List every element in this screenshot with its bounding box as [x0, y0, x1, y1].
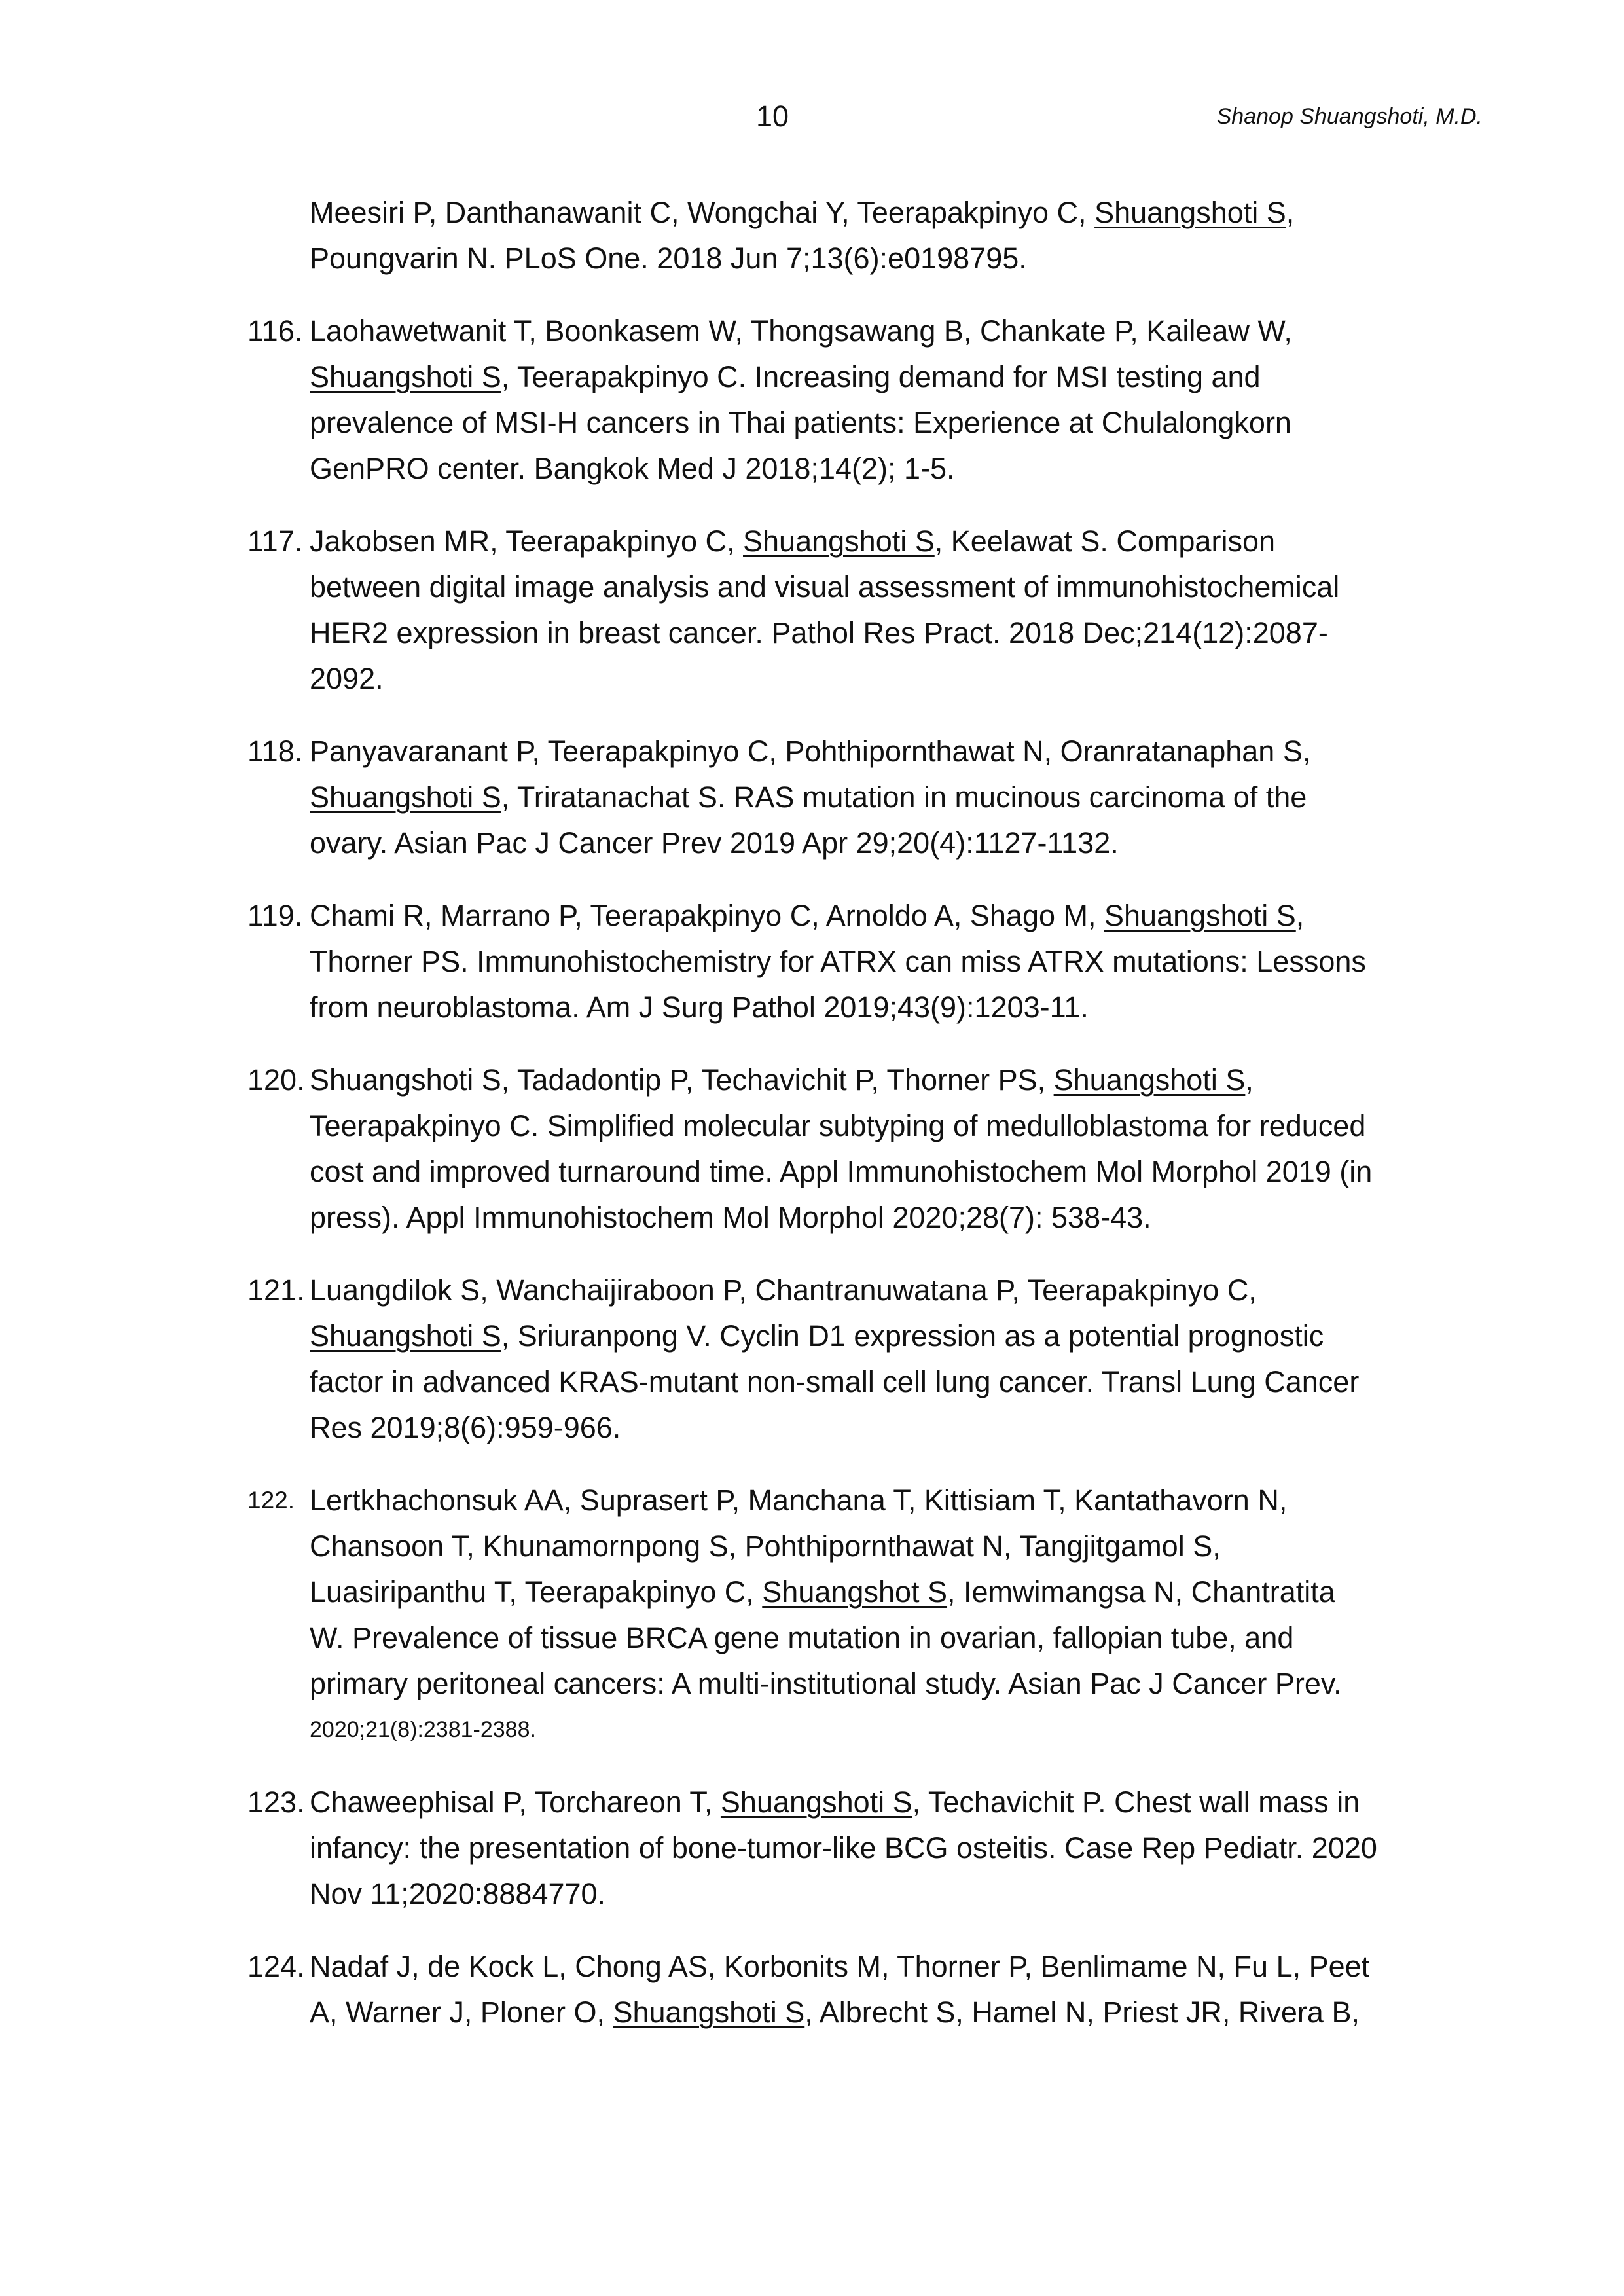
reference-number: 119.	[247, 899, 303, 932]
reference-item	[247, 190, 1426, 282]
reference-line	[310, 1523, 1426, 1569]
reference-segment: A, Warner J, Ploner O,	[310, 1995, 613, 2029]
highlighted-author: Shuangshoti S	[310, 360, 501, 393]
reference-segment: Chami R, Marrano P, Teerapakpinyo C, Arnoldo A, Shago M,	[310, 899, 1104, 932]
reference-line	[310, 1313, 1426, 1359]
reference-text	[310, 729, 1426, 866]
reference-line	[310, 354, 1426, 400]
reference-segment: between digital image analysis and visual assessment of immunohistochemical	[310, 570, 1340, 604]
highlighted-author: Shuangshoti S	[1104, 899, 1296, 932]
reference-text	[310, 893, 1426, 1030]
reference-text	[310, 1779, 1426, 1917]
reference-line	[310, 939, 1426, 985]
highlighted-author: Shuangshot S	[762, 1575, 948, 1609]
reference-number: 122.	[247, 1487, 295, 1514]
highlighted-author: Shuangshoti S	[613, 1995, 805, 2029]
reference-text	[310, 308, 1426, 492]
reference-line	[310, 1871, 1426, 1917]
reference-segment: , Albrecht S, Hamel N, Priest JR, Rivera B,	[804, 1995, 1360, 2029]
highlighted-author: Shuangshoti S	[1094, 196, 1286, 229]
author-header: Shanop Shuangshoti, M.D.	[1216, 104, 1483, 129]
reference-segment: Teerapakpinyo C. Simplified molecular subtyping of medulloblastoma for reduced	[310, 1109, 1366, 1142]
reference-line	[310, 1944, 1426, 1990]
reference-line	[310, 656, 1426, 702]
reference-segment: cost and improved turnaround time. Appl Immunohistochem Mol Morphol 2019 (in	[310, 1155, 1373, 1188]
reference-segment: Lertkhachonsuk AA, Suprasert P, Manchana T, Kittisiam T, Kantathavorn N,	[310, 1484, 1288, 1517]
reference-line	[310, 1267, 1426, 1313]
reference-line	[310, 1359, 1426, 1405]
reference-segment: Thorner PS. Immunohistochemistry for ATRX can miss ATRX mutations: Lessons	[310, 945, 1366, 978]
reference-line	[310, 564, 1426, 610]
reference-segment: , Triratanachat S. RAS mutation in mucinous carcinoma of the	[501, 780, 1307, 814]
reference-segment: press). Appl Immunohistochem Mol Morphol 2020;28(7): 538-43.	[310, 1201, 1151, 1234]
reference-text	[310, 1057, 1426, 1241]
reference-text	[310, 1267, 1426, 1451]
reference-segment: prevalence of MSI-H cancers in Thai patients: Experience at Chulalongkorn	[310, 406, 1291, 439]
reference-item	[247, 1944, 1426, 2035]
reference-segment: Laohawetwanit T, Boonkasem W, Thongsawang B, Chankate P, Kaileaw W,	[310, 314, 1292, 348]
reference-segment: Chansoon T, Khunamornpong S, Pohthipornthawat N, Tangjitgamol S,	[310, 1529, 1221, 1563]
reference-item	[247, 1057, 1426, 1241]
reference-line	[310, 729, 1426, 774]
reference-segment: , Keelawat S. Comparison	[934, 524, 1275, 558]
reference-segment: Shuangshoti S, Tadadontip P, Techavichit P, Thorner PS,	[310, 1063, 1054, 1097]
reference-item	[247, 1267, 1426, 1451]
reference-segment: from neuroblastoma. Am J Surg Pathol 2019;43(9):1203-11.	[310, 991, 1089, 1024]
reference-line	[310, 985, 1426, 1030]
reference-line	[310, 820, 1426, 866]
reference-segment: ,	[1286, 196, 1295, 229]
reference-segment: , Sriuranpong V. Cyclin D1 expression as a potential prognostic	[501, 1319, 1324, 1353]
reference-item	[247, 893, 1426, 1030]
reference-list	[247, 190, 1426, 2062]
reference-line	[310, 1103, 1426, 1149]
reference-line	[310, 1478, 1426, 1523]
reference-segment: Res 2019;8(6):959-966.	[310, 1411, 621, 1444]
reference-line	[310, 400, 1426, 446]
reference-item	[247, 519, 1426, 702]
reference-text	[310, 1478, 1426, 1753]
highlighted-author: Shuangshoti S	[310, 1319, 501, 1353]
reference-segment: primary peritoneal cancers: A multi-institutional study. Asian Pac J Cancer Prev.	[310, 1667, 1342, 1700]
reference-line	[310, 236, 1426, 282]
reference-line	[310, 446, 1426, 492]
reference-segment: Poungvarin N. PLoS One. 2018 Jun 7;13(6):e0198795.	[310, 242, 1027, 275]
reference-segment: Panyavaranant P, Teerapakpinyo C, Pohthipornthawat N, Oranratanaphan S,	[310, 735, 1311, 768]
reference-line	[310, 190, 1426, 236]
reference-item	[247, 1779, 1426, 1917]
reference-number: 123.	[247, 1785, 305, 1819]
reference-line	[310, 1195, 1426, 1241]
reference-segment: HER2 expression in breast cancer. Pathol Res Pract. 2018 Dec;214(12):2087-	[310, 616, 1328, 649]
reference-number: 117.	[247, 524, 303, 558]
reference-line	[310, 519, 1426, 564]
highlighted-author: Shuangshoti S	[720, 1785, 912, 1819]
reference-segment: ,	[1245, 1063, 1254, 1097]
reference-segment: , Teerapakpinyo C. Increasing demand for MSI testing and	[501, 360, 1261, 393]
reference-segment: Nadaf J, de Kock L, Chong AS, Korbonits M, Thorner P, Benlimame N, Fu L, Peet	[310, 1950, 1370, 1983]
reference-line	[310, 1990, 1426, 2035]
reference-line	[310, 1825, 1426, 1871]
reference-line	[310, 1779, 1426, 1825]
reference-segment: Jakobsen MR, Teerapakpinyo C,	[310, 524, 744, 558]
reference-segment: Luasiripanthu T, Teerapakpinyo C,	[310, 1575, 763, 1609]
reference-segment: Meesiri P, Danthanawanit C, Wongchai Y, Teerapakpinyo C,	[310, 196, 1095, 229]
reference-line	[310, 1405, 1426, 1451]
reference-line	[310, 1707, 1426, 1753]
reference-segment: W. Prevalence of tissue BRCA gene mutation in ovarian, fallopian tube, and	[310, 1621, 1294, 1654]
reference-item	[247, 729, 1426, 866]
reference-line	[310, 1057, 1426, 1103]
reference-number: 118.	[247, 735, 303, 768]
highlighted-author: Shuangshoti S	[310, 780, 501, 814]
reference-line	[310, 1149, 1426, 1195]
reference-item	[247, 308, 1426, 492]
reference-segment: , Techavichit P. Chest wall mass in	[912, 1785, 1360, 1819]
highlighted-author: Shuangshoti S	[743, 524, 935, 558]
reference-segment: 2020;21(8):2381-2388.	[310, 1717, 536, 1742]
page-number: 10	[755, 100, 789, 133]
reference-segment: , Iemwimangsa N, Chantratita	[947, 1575, 1335, 1609]
reference-line	[310, 308, 1426, 354]
reference-number: 120.	[247, 1063, 305, 1097]
reference-segment: infancy: the presentation of bone-tumor-like BCG osteitis. Case Rep Pediatr. 2020	[310, 1831, 1377, 1865]
reference-segment: ovary. Asian Pac J Cancer Prev 2019 Apr 29;20(4):1127-1132.	[310, 826, 1119, 860]
reference-segment: 2092.	[310, 662, 384, 695]
highlighted-author: Shuangshoti S	[1053, 1063, 1246, 1097]
reference-segment: ,	[1295, 899, 1305, 932]
reference-number: 121.	[247, 1273, 305, 1307]
reference-number: 116.	[247, 314, 303, 348]
reference-segment: GenPRO center. Bangkok Med J 2018;14(2); 1-5.	[310, 452, 955, 485]
reference-segment: Chaweephisal P, Torchareon T,	[310, 1785, 721, 1819]
reference-line	[310, 610, 1426, 656]
reference-line	[310, 1615, 1426, 1661]
reference-number: 124.	[247, 1950, 305, 1983]
reference-segment: Luangdilok S, Wanchaijiraboon P, Chantranuwatana P, Teerapakpinyo C,	[310, 1273, 1257, 1307]
reference-item	[247, 1478, 1426, 1753]
reference-line	[310, 1569, 1426, 1615]
reference-text	[310, 519, 1426, 702]
reference-line	[310, 774, 1426, 820]
reference-segment: factor in advanced KRAS-mutant non-small cell lung cancer. Transl Lung Cancer	[310, 1365, 1360, 1398]
reference-text	[310, 1944, 1426, 2035]
reference-text	[310, 190, 1426, 282]
reference-line	[310, 893, 1426, 939]
reference-line	[310, 1661, 1426, 1707]
reference-segment: Nov 11;2020:8884770.	[310, 1877, 606, 1910]
